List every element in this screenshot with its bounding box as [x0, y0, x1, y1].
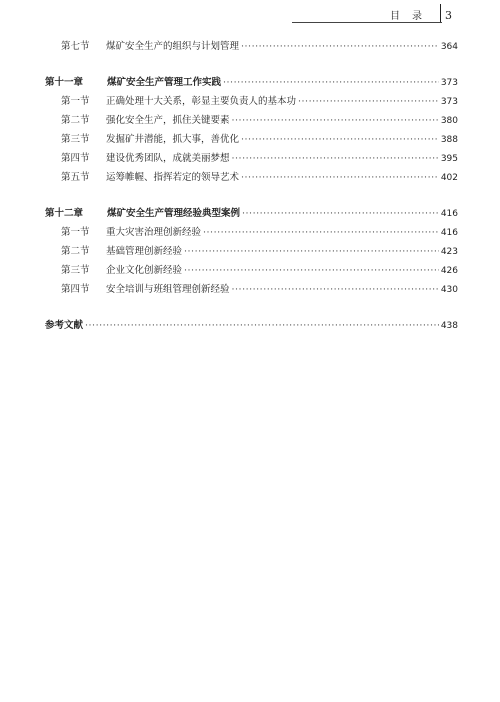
- toc-entry-section[interactable]: [45, 112, 458, 131]
- toc-entry-title: 重大灾害治理创新经验: [106, 227, 202, 238]
- toc-dot-leader: [85, 320, 439, 331]
- toc-chapter-number: 第十二章: [45, 208, 84, 219]
- toc-entry-title: 基础管理创新经验: [106, 246, 183, 257]
- toc-chapter-title: 煤矿安全生产管理经验典型案例: [107, 208, 241, 219]
- toc-dot-leader: [241, 134, 439, 145]
- toc-chapter-page: 416: [440, 209, 458, 219]
- toc-entry-page: 402: [440, 173, 458, 183]
- running-head-title: 目录: [390, 11, 434, 22]
- toc-entry-title: 煤矿安全生产的组织与计划管理: [106, 41, 240, 52]
- toc-entry-section[interactable]: [45, 38, 458, 57]
- toc-entry-title: 强化安全生产，抓住关键要素: [106, 115, 230, 126]
- toc-entry-page: 416: [440, 228, 458, 238]
- running-head-separator: [440, 4, 441, 22]
- toc-chapter-title: 煤矿安全生产管理工作实践: [107, 77, 222, 88]
- toc-entry-section[interactable]: [45, 243, 458, 262]
- running-head: [390, 4, 452, 22]
- toc-entry-page: 423: [440, 247, 458, 257]
- toc-entry-page: 395: [440, 154, 458, 164]
- toc-entry-section[interactable]: [45, 131, 458, 150]
- toc-entry-chapter[interactable]: [45, 74, 458, 93]
- toc-entry-number: 第二节: [61, 246, 90, 257]
- toc-chapter-number: 第十一章: [45, 77, 84, 88]
- toc-entry-section[interactable]: [45, 281, 458, 300]
- toc-entry-page: 426: [440, 266, 458, 276]
- toc-entry-chapter[interactable]: [45, 205, 458, 224]
- toc-dot-leader: [223, 77, 439, 88]
- toc-entry-number: 第四节: [61, 284, 90, 295]
- toc-entry-title: 建设优秀团队，成就美丽梦想: [106, 153, 230, 164]
- toc-entry-page: 430: [440, 285, 458, 295]
- table-of-contents: [45, 38, 458, 336]
- toc-entry-number: 第五节: [61, 172, 90, 183]
- toc-gap: [45, 188, 458, 205]
- toc-entry-section[interactable]: [45, 169, 458, 188]
- toc-entry-title: 正确处理十大关系，彰显主要负责人的基本功: [106, 96, 297, 107]
- toc-entry-page: 388: [440, 135, 458, 145]
- toc-dot-leader: [241, 41, 439, 52]
- toc-entry-page: 364: [440, 42, 458, 52]
- toc-dot-leader: [232, 284, 439, 295]
- toc-entry-section[interactable]: [45, 150, 458, 169]
- toc-dot-leader: [242, 208, 439, 219]
- toc-dot-leader: [232, 153, 439, 164]
- toc-entry-section[interactable]: [45, 224, 458, 243]
- toc-entry-section[interactable]: [45, 262, 458, 281]
- toc-entry-section[interactable]: [45, 93, 458, 112]
- toc-dot-leader: [203, 227, 439, 238]
- toc-gap: [45, 57, 458, 74]
- toc-dot-leader: [184, 265, 439, 276]
- toc-dot-leader: [184, 246, 439, 257]
- toc-entry-title: 发掘矿井潜能，抓大事，善优化: [106, 134, 240, 145]
- toc-chapter-page: 373: [440, 78, 458, 88]
- toc-entry-number: 第三节: [61, 265, 90, 276]
- toc-entry-number: 第四节: [61, 153, 90, 164]
- toc-entry-page: 373: [440, 97, 458, 107]
- toc-bibliography-page: 438: [440, 321, 458, 331]
- toc-dot-leader: [298, 96, 439, 107]
- toc-entry-title: 企业文化创新经验: [106, 265, 183, 276]
- toc-dot-leader: [232, 115, 439, 126]
- toc-entry-page: 380: [440, 116, 458, 126]
- toc-entry-number: 第七节: [61, 41, 90, 52]
- toc-entry-title: 安全培训与班组管理创新经验: [106, 284, 230, 295]
- toc-entry-number: 第一节: [61, 227, 90, 238]
- toc-entry-number: 第二节: [61, 115, 90, 126]
- toc-entry-bibliography[interactable]: [45, 317, 458, 336]
- toc-entry-title: 运筹帷幄、指挥若定的领导艺术: [106, 172, 240, 183]
- toc-bibliography-title: 参考文献: [45, 320, 84, 331]
- running-head-page-number: 3: [445, 9, 452, 22]
- toc-dot-leader: [241, 172, 439, 183]
- toc-entry-number: 第一节: [61, 96, 90, 107]
- toc-gap: [45, 300, 458, 317]
- toc-entry-number: 第三节: [61, 134, 90, 145]
- running-head-rule: [292, 22, 442, 23]
